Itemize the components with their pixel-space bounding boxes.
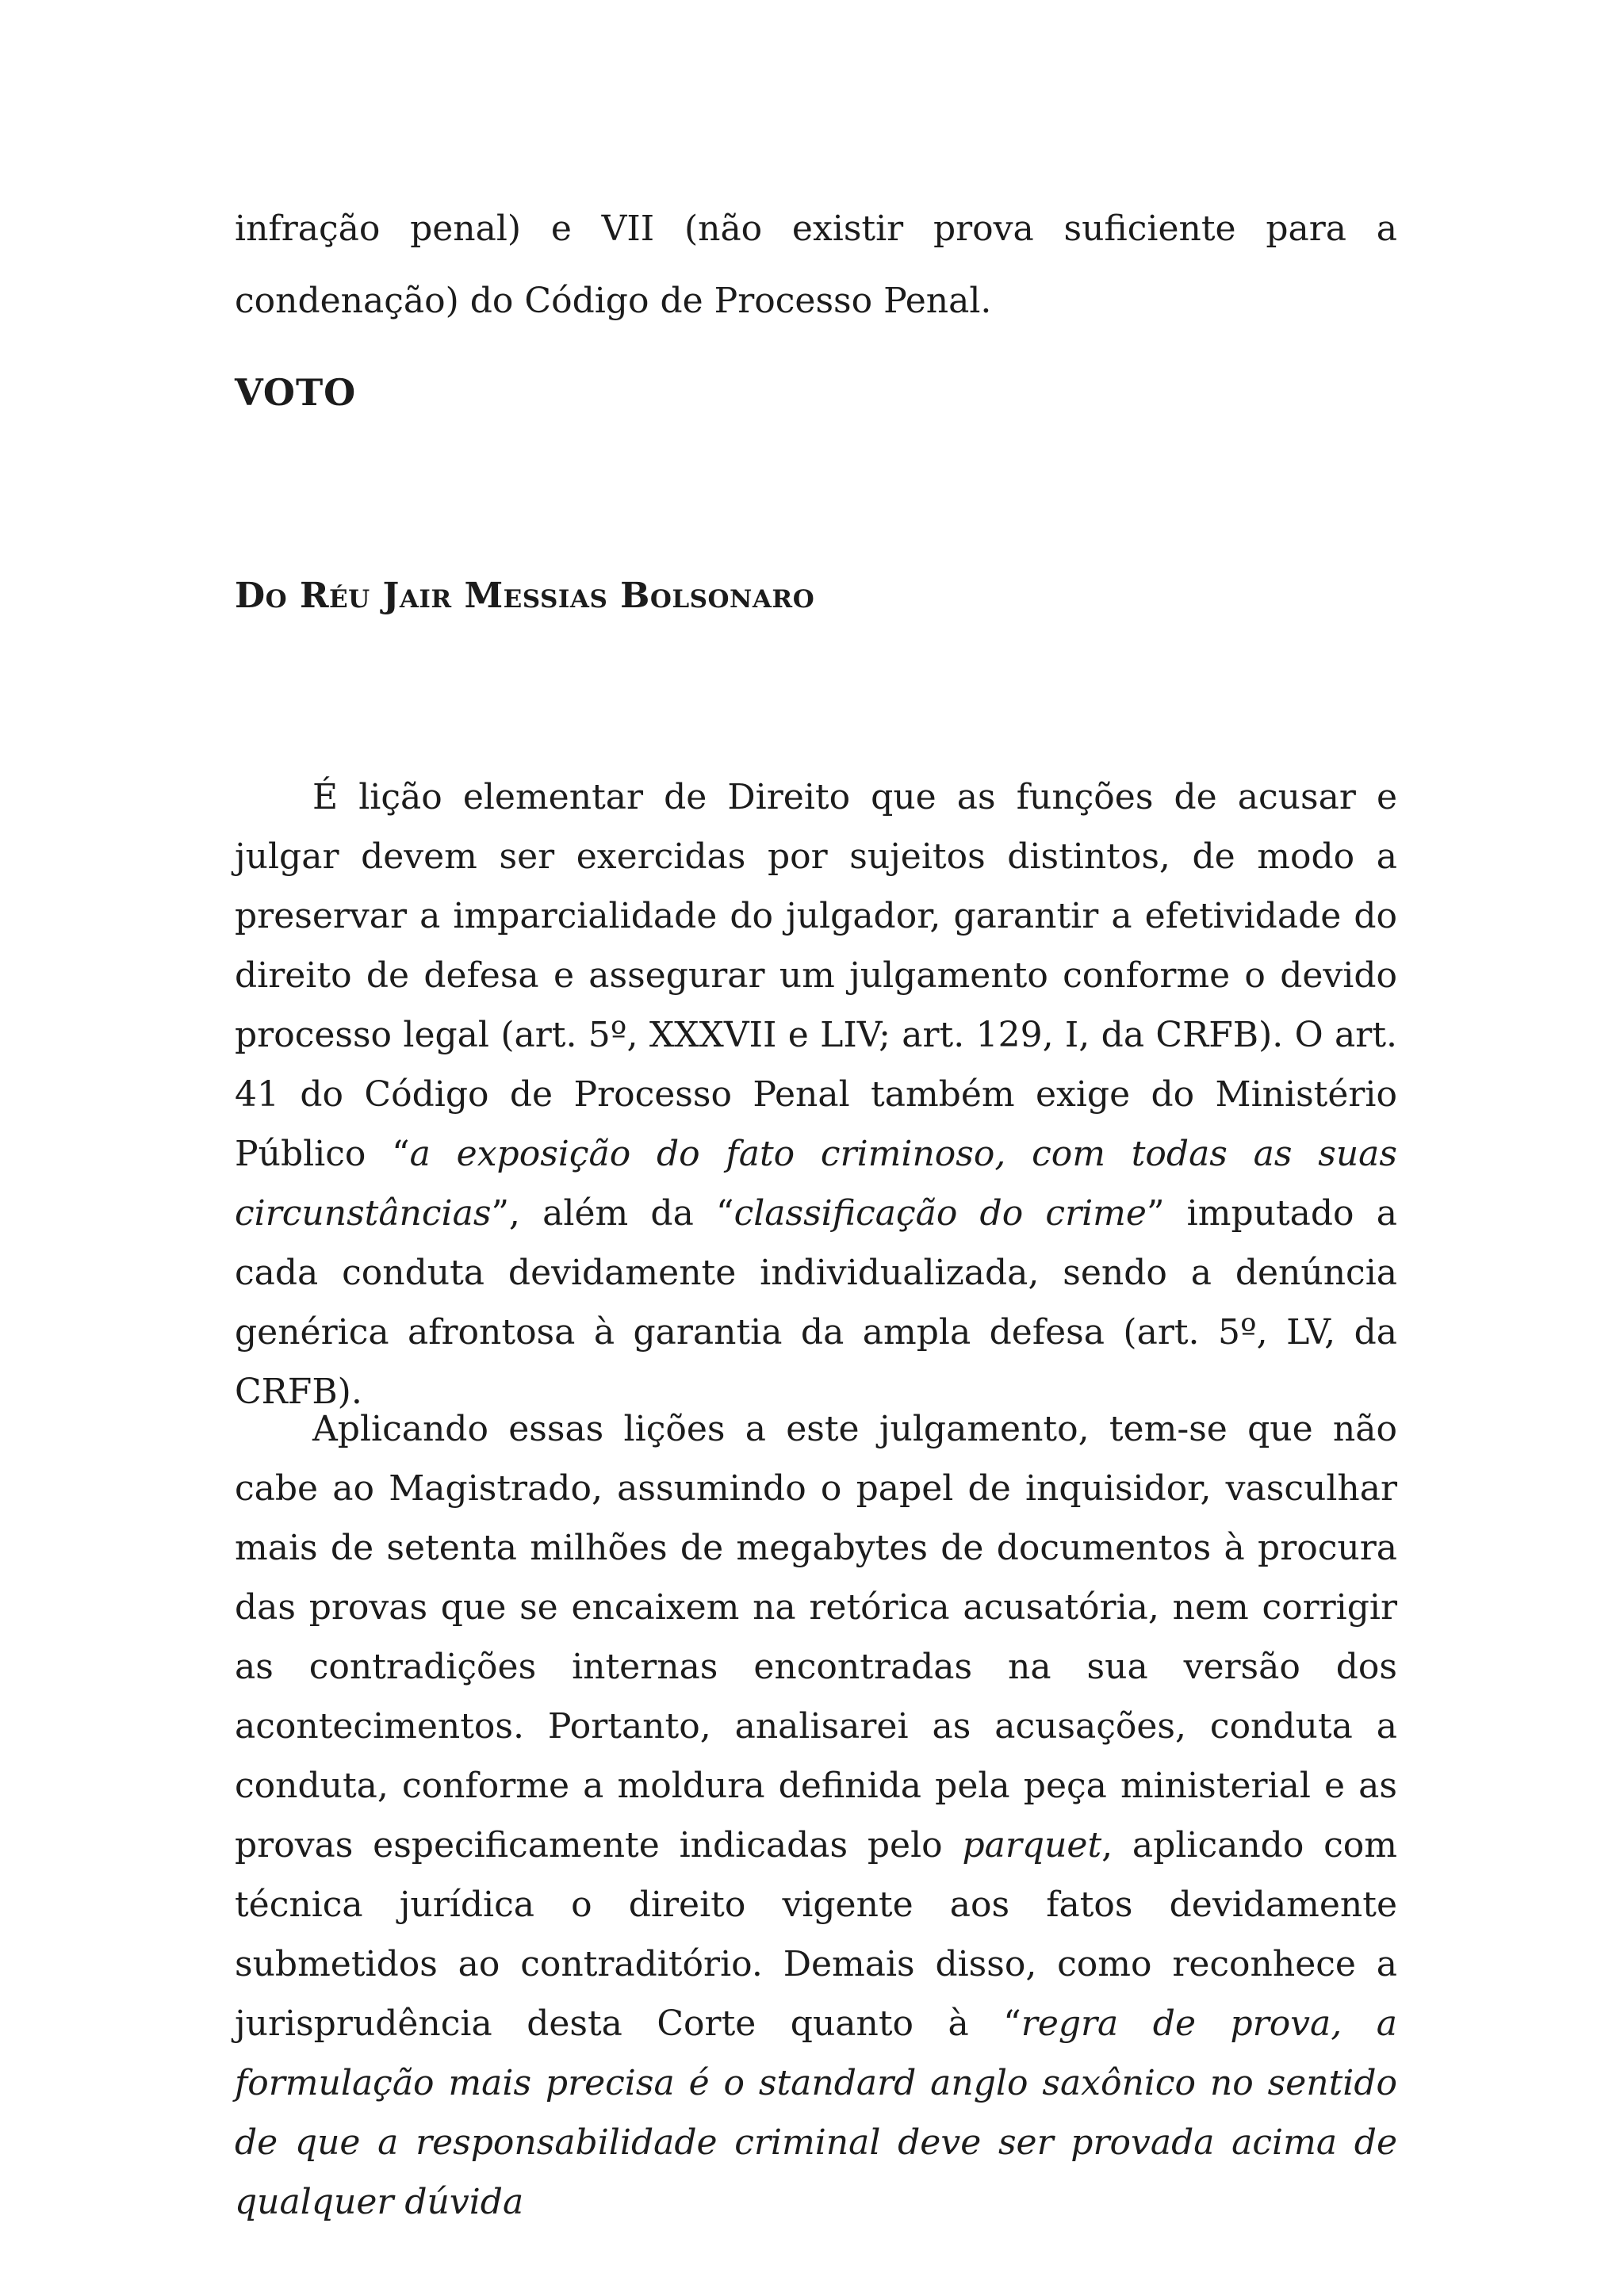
voto-heading: VOTO [235, 371, 357, 414]
paragraph-2-text [235, 1399, 1397, 2232]
paragraph-2-segment-2: , aplicando com técnica jurídica o direito vigente aos fatos devidamente submetidos ao contraditório. Demais disso, como reconhece a jurisprudência desta Corte quanto à “ [235, 1825, 1398, 2044]
intro-paragraph [235, 193, 1397, 337]
paragraph-2-quote: regra de prova, a formulação mais precisa é o standard anglo saxônico no sentido de que a responsabilidade criminal deve ser provada acima de qualquer dúvida [235, 2003, 1397, 2222]
paragraph-1-segment-2: ”, além da “ [491, 1193, 734, 1234]
paragraph-1 [235, 767, 1397, 1422]
paragraph-2 [235, 1399, 1397, 2232]
paragraph-1-segment-1: É lição elementar de Direito que as funções de acusar e julgar devem ser exercidas por sujeitos distintos, de modo a preservar a imparcialidade do julgador, garantir a efetividade do direito de defesa e assegurar um julgamento conforme o devido processo legal (art. 5º, XXXVII e LIV; art. 129, I, da CRFB). O art. 41 do Código de Processo Penal também exige do Ministério Público “ [235, 777, 1397, 1174]
paragraph-1-quote-1: a exposição do fato criminoso, com todas as suas circunstâncias [235, 1134, 1397, 1234]
section-heading: Do Réu Jair Messias Bolsonaro [235, 576, 815, 616]
paragraph-1-quote-2: classificação do crime [733, 1193, 1147, 1234]
paragraph-2-term-parquet: parquet [962, 1825, 1102, 1866]
intro-text: infração penal) e VII (não existir prova suficiente para a condenação) do Código de Processo Penal. [235, 209, 1397, 321]
paragraph-2-segment-1: Aplicando essas lições a este julgamento, tem-se que não cabe ao Magistrado, assumindo o papel de inquisidor, vasculhar mais de setenta milhões de megabytes de documentos à procura das provas que se encaixem na retórica acusatória, nem corrigir as contradições internas encontradas na sua versão dos acontecimentos. Portanto, analisarei as acusações, conduta a conduta, conforme a moldura definida pela peça ministerial e as provas especificamente indicadas pelo [235, 1409, 1397, 1866]
paragraph-1-text [235, 767, 1397, 1422]
paragraph-1-segment-3: ” imputado a cada conduta devidamente individualizada, sendo a denúncia genérica afrontosa à garantia da ampla defesa (art. 5º, LV, da CRFB). [235, 1193, 1397, 1412]
